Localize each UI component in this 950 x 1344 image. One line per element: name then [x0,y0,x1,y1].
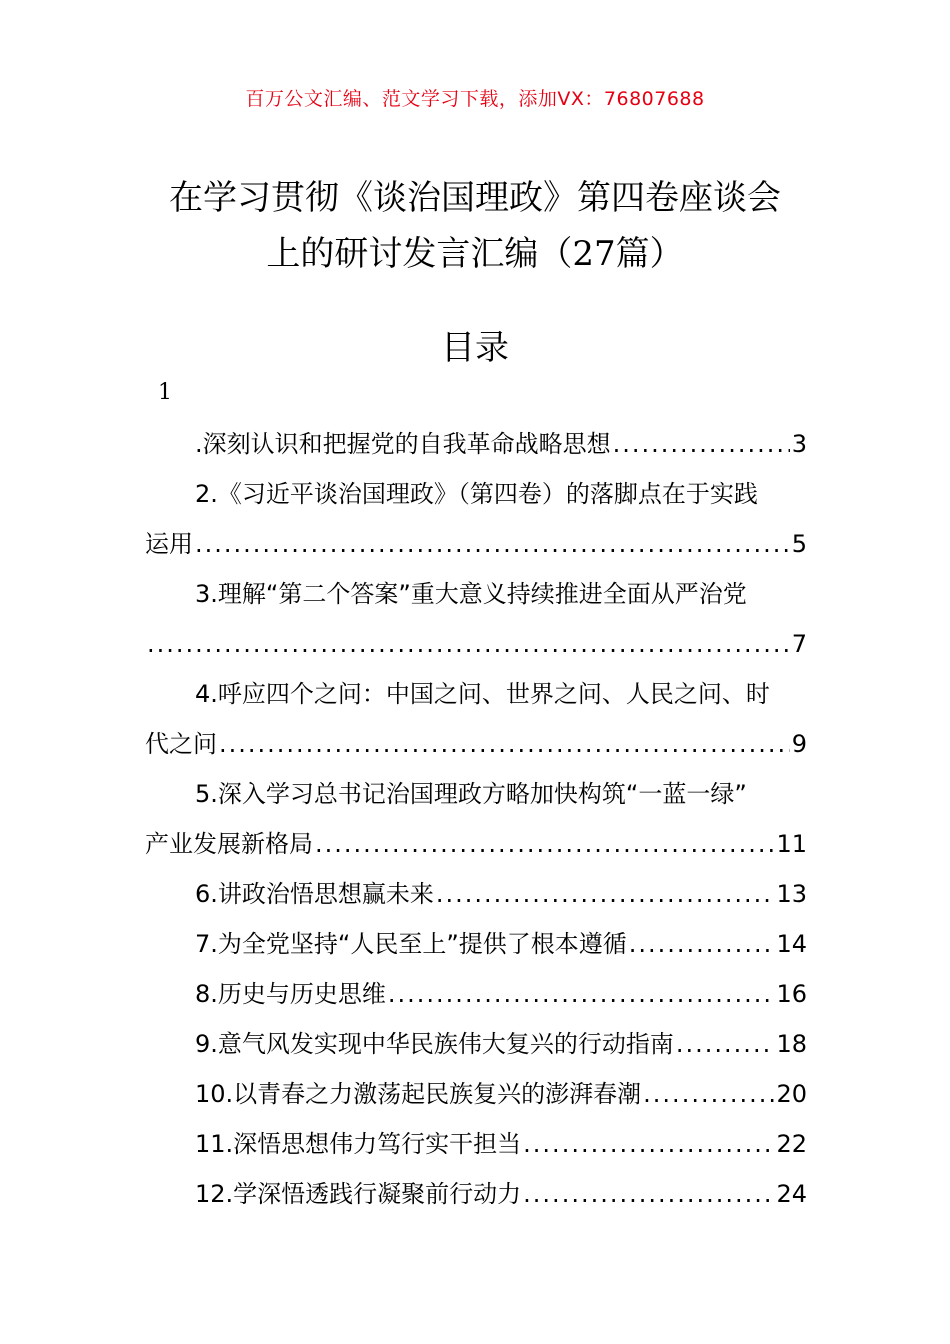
toc-entry-line [145,669,807,719]
toc-entry[interactable] [145,769,807,869]
toc-entry-title: 2.《习近平谈治国理政》（第四卷）的落脚点在于实践 [195,480,758,508]
title-line-2-prefix: 上的研讨发言汇编（ [266,234,573,274]
toc-entry-line [145,569,807,619]
toc-dot-leader [629,919,775,969]
toc-entry[interactable] [145,919,807,969]
toc-entry-line [145,469,807,519]
toc-entry-line [145,819,807,869]
toc-dot-leader [436,869,775,919]
toc-entry-title: 5.深入学习总书记治国理政方略加快构筑“一蓝一绿” [195,780,747,808]
table-of-contents [145,419,807,1219]
toc-heading: 目录 [441,328,509,368]
toc-entry-line [145,519,807,569]
toc-page-number: 9 [791,730,807,758]
toc-entry-line [145,1169,807,1219]
toc-dot-leader [523,1119,774,1169]
toc-page-number: 11 [776,830,807,858]
toc-entry-line [145,1119,807,1169]
toc-entry-title: 6.讲政治悟思想赢未来 [195,880,434,908]
toc-entry-line [145,919,807,969]
toc-entry[interactable] [145,569,807,669]
document-title [100,170,850,282]
toc-entry-title: 3.理解“第二个答案”重大意义持续推进全面从严治党 [195,580,747,608]
toc-entry-title: 12.学深悟透践行凝聚前行动力 [195,1180,522,1208]
toc-dot-leader [195,519,790,569]
toc-entry-line [145,1019,807,1069]
toc-entry-title: 9.意气风发实现中华民族伟大复兴的行动指南 [195,1030,674,1058]
toc-entry[interactable] [145,1119,807,1169]
toc-entry[interactable] [145,669,807,769]
toc-dot-leader [523,1169,774,1219]
toc-page-number: 5 [791,530,807,558]
toc-page-number: 18 [776,1030,807,1058]
toc-dot-leader [676,1019,775,1069]
toc-entry-line [145,769,807,819]
toc-entry-line [145,619,807,669]
title-article-count: 27 [572,234,616,274]
toc-entry[interactable] [145,1019,807,1069]
toc-page-number: 13 [776,880,807,908]
toc-page-number: 16 [776,980,807,1008]
page-marker: 1 [158,380,172,405]
toc-entry-line [145,869,807,919]
toc-entry-line [145,969,807,1019]
toc-page-number: 24 [776,1180,807,1208]
title-line-1: 在学习贯彻《谈治国理政》第四卷座谈会 [169,178,781,218]
toc-dot-leader [315,819,774,869]
toc-entry-title: 代之问 [145,730,217,758]
toc-entry-title: 11.深悟思想伟力笃行实干担当 [195,1130,522,1158]
title-line-2 [100,226,850,282]
toc-entry[interactable] [145,469,807,569]
toc-entry-title: 产业发展新格局 [145,830,313,858]
toc-entry[interactable] [145,869,807,919]
toc-dot-leader [388,969,775,1019]
toc-dot-leader [147,619,790,669]
toc-entry-line [145,719,807,769]
toc-page-number: 7 [791,630,807,658]
watermark-text: 百万公文汇编、范文学习下载，添加VX：76807688 [245,88,705,110]
toc-page-number: 20 [776,1080,807,1108]
title-line-2-suffix: 篇） [615,234,684,274]
toc-entry-title: 4.呼应四个之问：中国之问、世界之问、人民之问、时 [195,680,770,708]
toc-entry-title: 运用 [145,530,193,558]
toc-dot-leader [613,419,790,469]
toc-page-number: 14 [776,930,807,958]
toc-entry[interactable] [145,419,807,469]
toc-dot-leader [219,719,790,769]
toc-entry[interactable] [145,1169,807,1219]
toc-entry[interactable] [145,1069,807,1119]
toc-page-number: 3 [791,430,807,458]
toc-page-number: 22 [776,1130,807,1158]
toc-dot-leader [643,1069,774,1119]
toc-entry-line [145,1069,807,1119]
toc-entry-title: 10.以青春之力激荡起民族复兴的澎湃春潮 [195,1080,642,1108]
toc-entry-title: 8.历史与历史思维 [195,980,386,1008]
toc-entry-title: .深刻认识和把握党的自我革命战略思想 [195,430,611,458]
toc-entry-line [145,419,807,469]
toc-entry-title: 7.为全党坚持“人民至上”提供了根本遵循 [195,930,627,958]
toc-entry[interactable] [145,969,807,1019]
